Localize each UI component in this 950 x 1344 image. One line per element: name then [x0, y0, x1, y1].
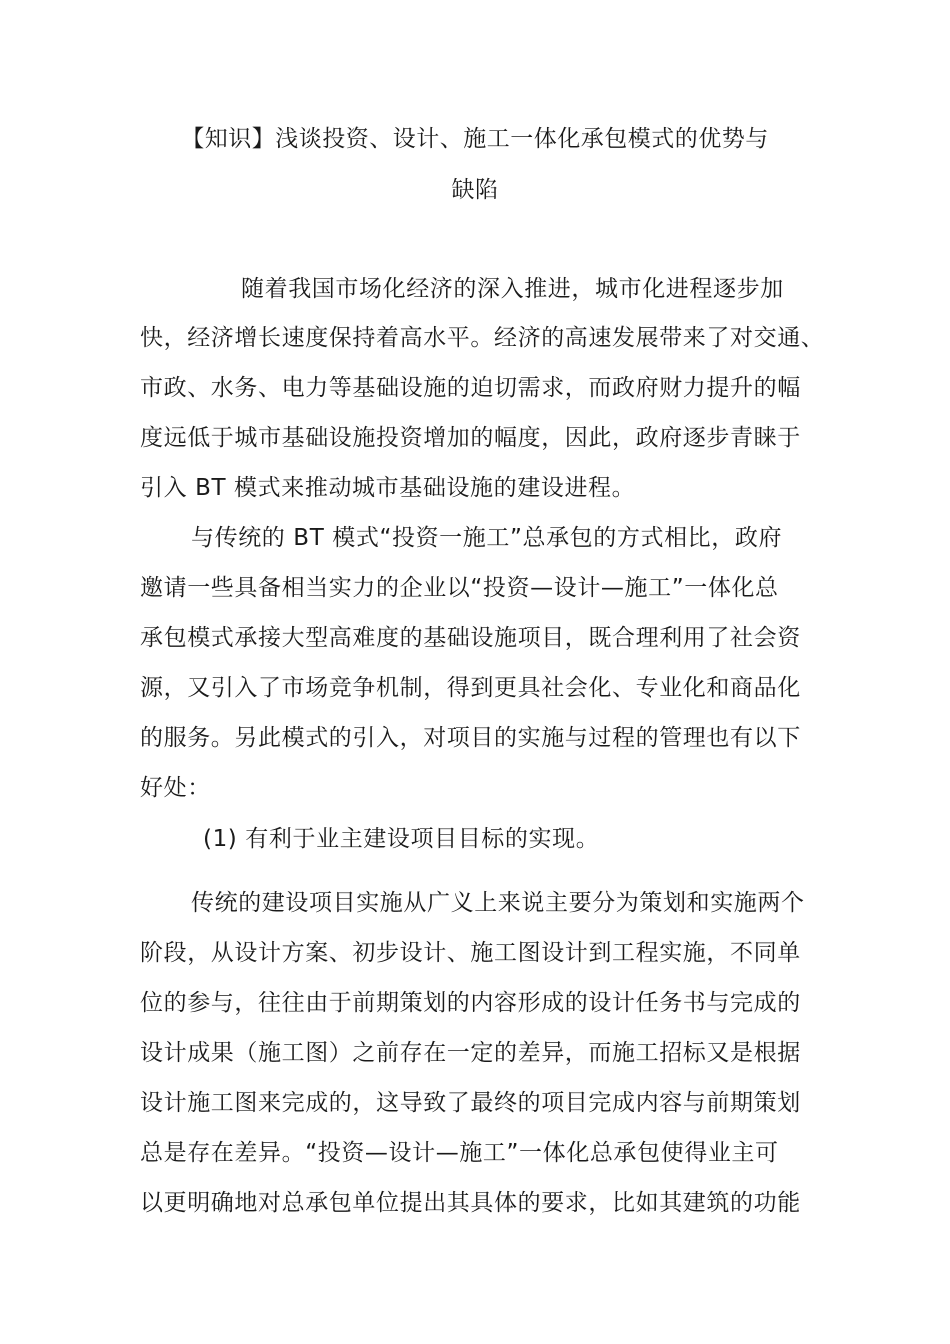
paragraph3-line3: 位的参与，往往由于前期策划的内容形成的设计任务书与完成的 [140, 990, 801, 1016]
paragraph1-line2: 快，经济增长速度保持着高水平。经济的高速发展带来了对交通、 [140, 325, 825, 351]
paragraph3-line4: 设计成果（施工图）之前存在一定的差异，而施工招标又是根据 [140, 1040, 801, 1066]
paragraph2-line5: 的服务。另此模式的引入，对项目的实施与过程的管理也有以下 [140, 725, 801, 751]
paragraph1-line4: 度远低于城市基础设施投资增加的幅度，因此，政府逐步青睐于 [140, 425, 801, 451]
document-title-line2: 缺陷 [451, 177, 499, 203]
paragraph3-line6: 总是存在差异。“投资—设计—施工”一体化总承包使得业主可 [140, 1140, 779, 1166]
document-title-line1: 【知识】浅谈投资、设计、施工一体化承包模式的优势与 [181, 126, 769, 152]
section-heading-1: (1) 有利于业主建设项目目标的实现。 [203, 826, 600, 852]
paragraph2-line1: 与传统的 BT 模式“投资一施工”总承包的方式相比，政府 [191, 525, 783, 551]
paragraph3-line7: 以更明确地对总承包单位提出其具体的要求，比如其建筑的功能 [140, 1190, 801, 1216]
paragraph1-line3: 市政、水务、电力等基础设施的迫切需求，而政府财力提升的幅 [140, 375, 801, 401]
paragraph2-line2: 邀请一些具备相当实力的企业以“投资—设计—施工”一体化总 [140, 575, 779, 601]
paragraph2-line4: 源，又引入了市场竞争机制，得到更具社会化、专业化和商品化 [140, 675, 801, 701]
paragraph1-line1: 随着我国市场化经济的深入推进，城市化进程逐步加 [241, 276, 784, 302]
paragraph2-line6: 好处： [140, 775, 211, 801]
paragraph3-line1: 传统的建设项目实施从广义上来说主要分为策划和实施两个 [191, 890, 805, 916]
paragraph2-line3: 承包模式承接大型高难度的基础设施项目，既合理利用了社会资 [140, 625, 801, 651]
paragraph3-line5: 设计施工图来完成的，这导致了最终的项目完成内容与前期策划 [140, 1090, 801, 1116]
paragraph3-line2: 阶段，从设计方案、初步设计、施工图设计到工程实施，不同单 [140, 940, 801, 966]
paragraph1-line5: 引入 BT 模式来推动城市基础设施的建设进程。 [140, 475, 636, 501]
